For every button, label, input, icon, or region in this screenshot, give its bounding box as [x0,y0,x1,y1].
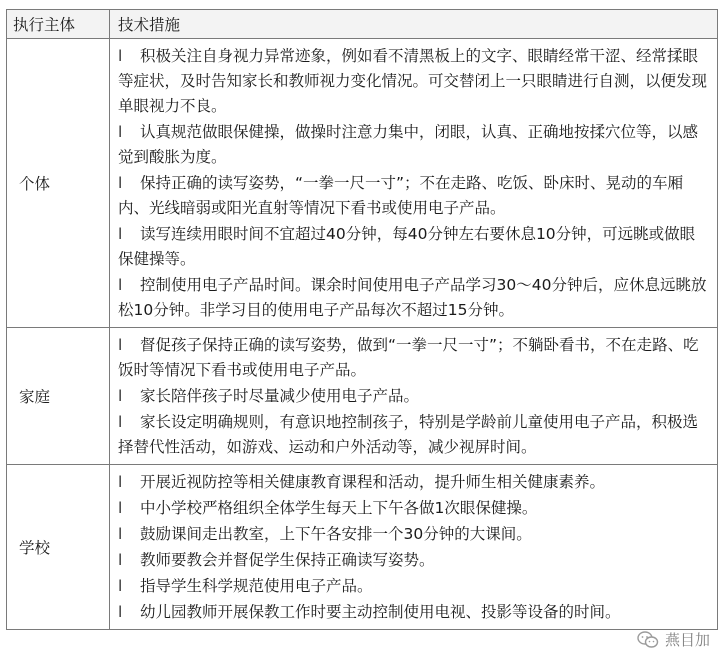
bullet-marker: l [118,123,123,141]
measure-text: 开展近视防控等相关健康教育课程和活动，提升师生相关健康素养。 [140,473,606,491]
measure-text: 鼓励课间走出教室，上下午各安排一个30分钟的大课间。 [140,525,532,543]
measures-table [6,9,718,630]
bullet-marker: l [118,225,123,243]
watermark-text: 燕目加 [664,631,710,649]
measure-item [118,273,710,323]
bullet-marker: l [118,387,123,405]
measure-item [118,410,710,460]
watermark [637,629,710,650]
measures-cell [110,465,718,630]
measure-item [118,222,710,272]
subject-cell: 个体 [7,39,110,328]
subject-cell: 家庭 [7,328,110,465]
header-measures: 技术措施 [110,10,718,39]
bullet-marker: l [118,603,123,621]
measures-cell [110,39,718,328]
measure-text: 家长设定明确规则，有意识地控制孩子，特别是学龄前儿童使用电子产品，积极选择替代性活动，如游戏、运动和户外活动等，减少视屏时间。 [118,413,699,456]
bullet-marker: l [118,499,123,517]
measure-text: 保持正确的读写姿势，“一拳一尺一寸”；不在走路、吃饭、卧床时、晃动的车厢内、光线暗弱或阳光直射等情况下看书或使用电子产品。 [118,174,684,217]
subject-cell: 学校 [7,465,110,630]
measure-text: 教师要教会并督促学生保持正确读写姿势。 [140,551,435,569]
bullet-marker: l [118,174,123,192]
measure-item [118,496,710,521]
measure-item [118,384,710,409]
measure-text: 读写连续用眼时间不宜超过40分钟，每40分钟左右要休息10分钟，可远眺或做眼保健操等。 [118,225,696,268]
measure-item [118,171,710,221]
measure-text: 督促孩子保持正确的读写姿势，做到“一拳一尺一寸”；不躺卧看书，不在走路、吃饭时等情况下看书或使用电子产品。 [118,336,699,379]
measure-item [118,574,710,599]
measure-item [118,548,710,573]
measure-item [118,470,710,495]
header-subject: 执行主体 [7,10,110,39]
bullet-marker: l [118,577,123,595]
measures-cell [110,328,718,465]
bullet-marker: l [118,336,123,354]
bullet-marker: l [118,413,123,431]
table-row [7,465,718,630]
measure-item [118,600,710,625]
measure-text: 认真规范做眼保健操，做操时注意力集中，闭眼，认真、正确地按揉穴位等，以感觉到酸胀为度。 [118,123,699,166]
measure-text: 家长陪伴孩子时尽量减少使用电子产品。 [140,387,420,405]
measure-item [118,44,710,119]
measure-item [118,333,710,383]
measure-text: 指导学生科学规范使用电子产品。 [140,577,373,595]
table-header-row [7,10,718,39]
wechat-icon [637,631,659,649]
bullet-marker: l [118,47,123,65]
measure-text: 幼儿园教师开展保教工作时要主动控制使用电视、投影等设备的时间。 [140,603,621,621]
measure-text: 中小学校严格组织全体学生每天上下午各做1次眼保健操。 [140,499,538,517]
bullet-marker: l [118,473,123,491]
measure-item [118,120,710,170]
measure-text: 积极关注自身视力异常迹象，例如看不清黑板上的文字、眼睛经常干涩、经常揉眼等症状，及时告知家长和教师视力变化情况。可交替闭上一只眼睛进行自测，以便发现单眼视力不良。 [118,47,708,115]
table-row [7,328,718,465]
measure-text: 控制使用电子产品时间。课余时间使用电子产品学习30～40分钟后，应休息远眺放松10分钟。非学习目的使用电子产品每次不超过15分钟。 [118,276,707,319]
measure-item [118,522,710,547]
bullet-marker: l [118,276,123,294]
bullet-marker: l [118,525,123,543]
bullet-marker: l [118,551,123,569]
table-row [7,39,718,328]
